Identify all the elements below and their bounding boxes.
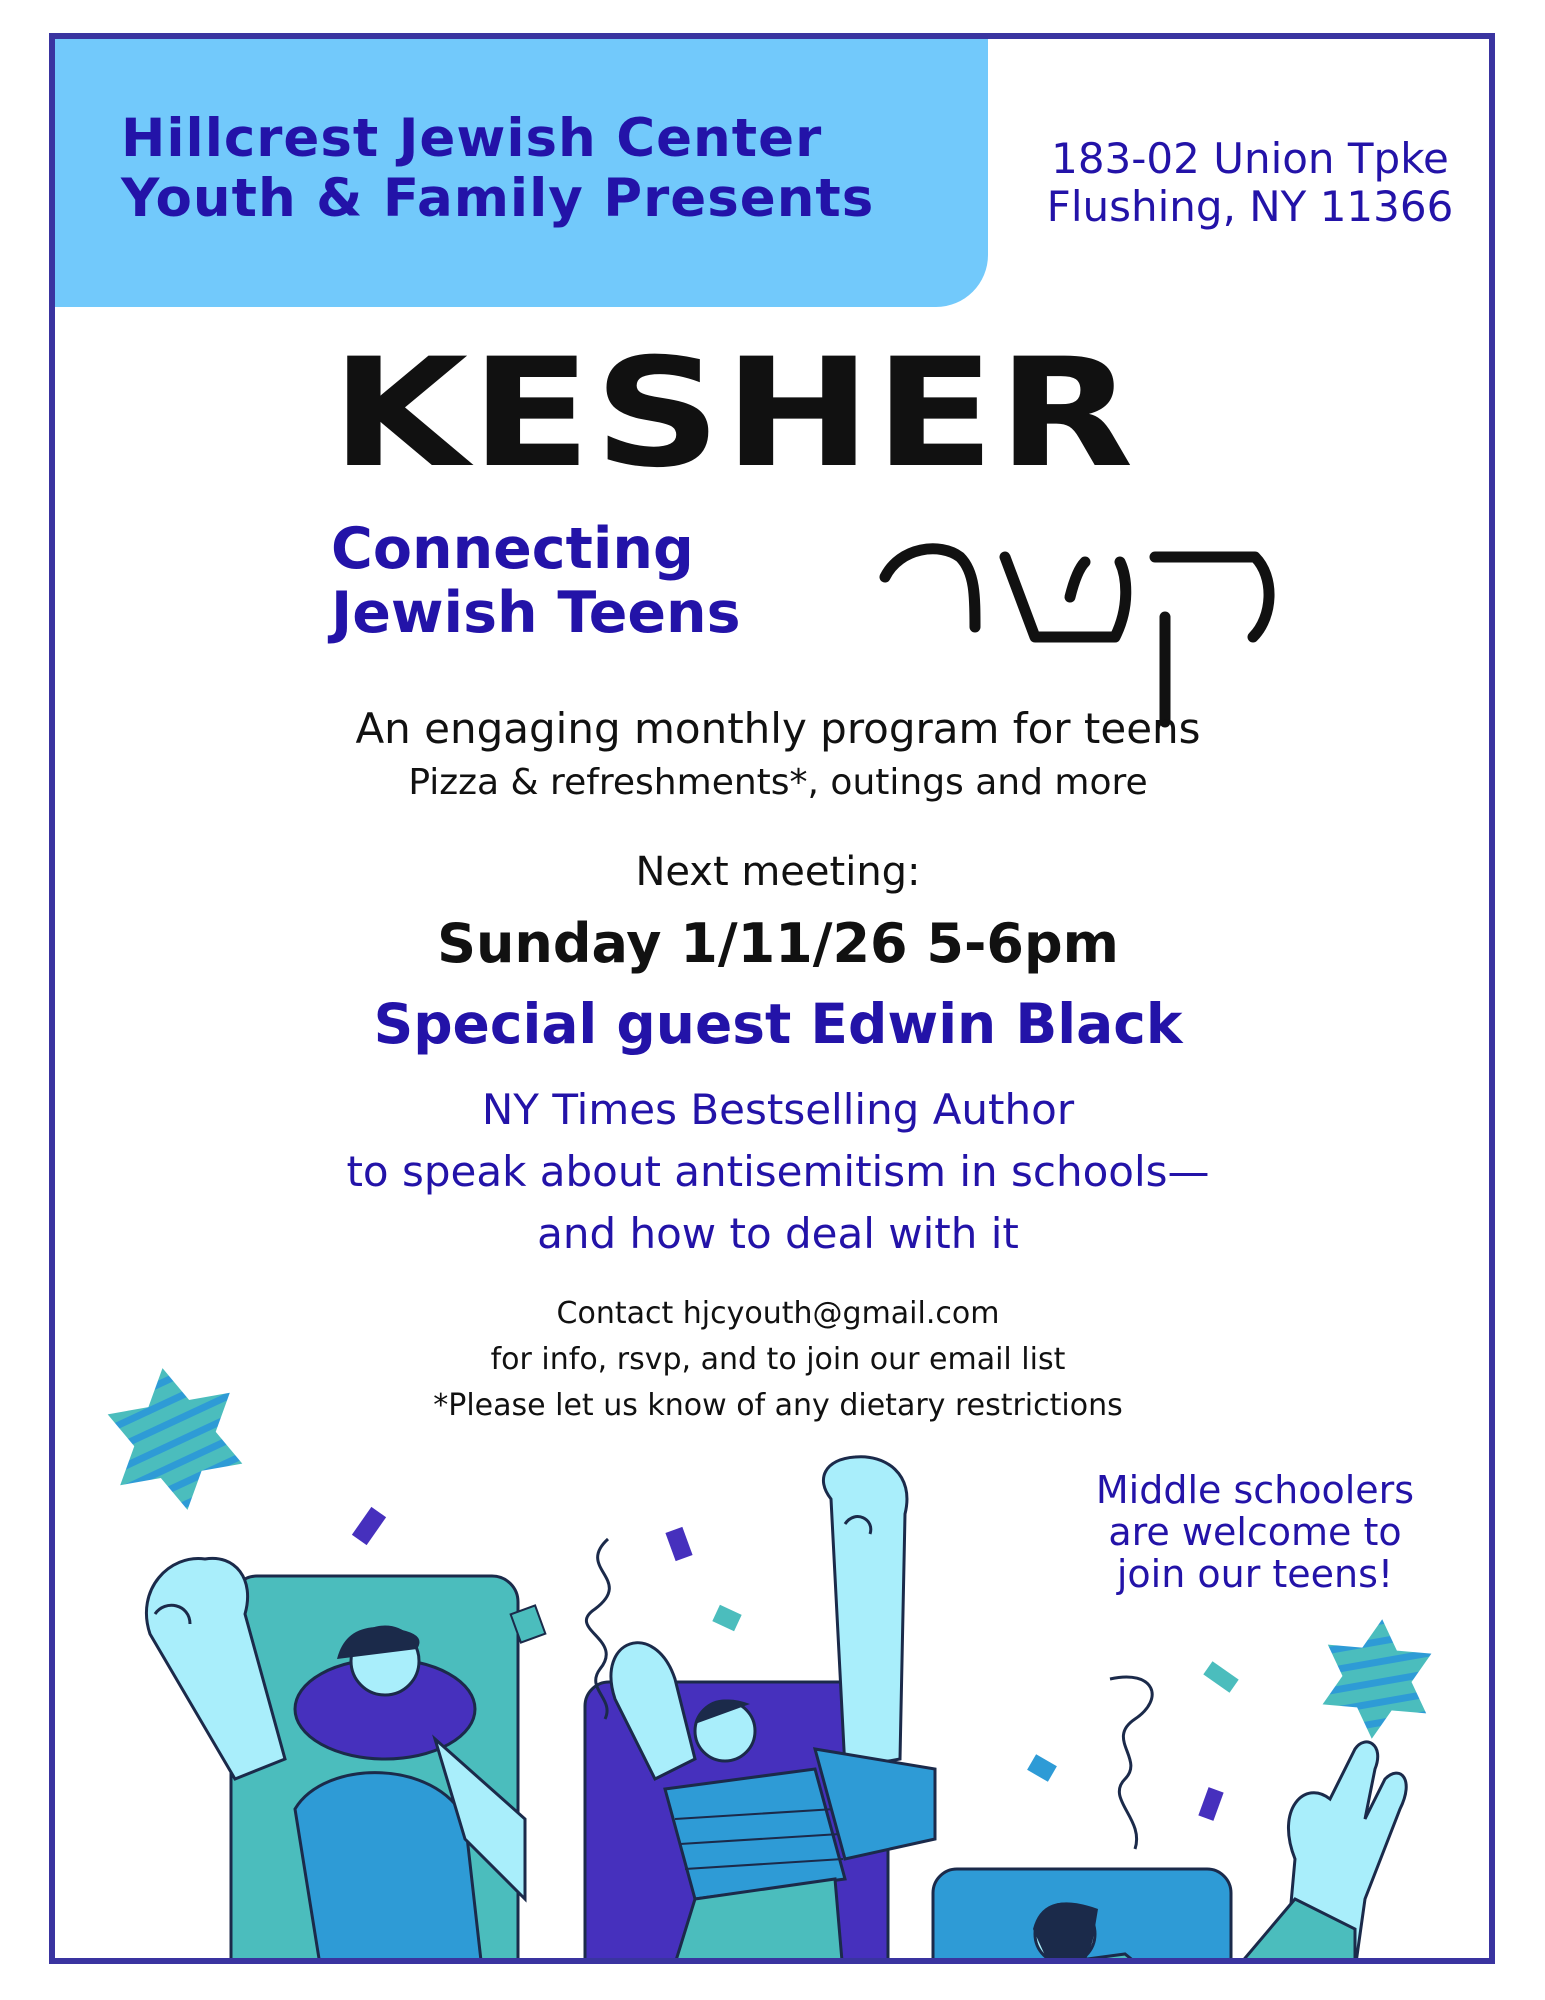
meeting-datetime: Sunday 1/11/26 5-6pm xyxy=(437,912,1119,975)
welcome-line-1: Middle schoolers xyxy=(1095,1468,1415,1512)
special-guest-headline: Special guest Edwin Black xyxy=(373,992,1183,1056)
flyer-frame xyxy=(49,33,1495,1964)
program-title: KESHER xyxy=(331,327,1137,501)
tagline xyxy=(331,517,851,645)
address xyxy=(1015,135,1485,231)
guest-line-1: NY Times Bestselling Author xyxy=(481,1085,1075,1134)
presenter-heading xyxy=(121,109,981,229)
program-perks: Pizza & refreshments*, outings and more xyxy=(408,762,1148,803)
teens-illustration xyxy=(55,1339,1495,1964)
tagline-line-1: Connecting xyxy=(331,516,694,582)
middle-school-note xyxy=(1065,1469,1445,1595)
presenter-line-1: Hillcrest Jewish Center xyxy=(121,108,823,169)
welcome-line-2: are welcome to xyxy=(1108,1510,1402,1554)
star-of-david-icon xyxy=(101,1357,248,1520)
address-city: Flushing, NY 11366 xyxy=(1046,182,1454,231)
dietary-note: *Please let us know of any dietary restrictions xyxy=(433,1388,1123,1423)
guest-line-2: to speak about antisemitism in schools— xyxy=(346,1147,1210,1196)
header-box xyxy=(55,39,988,307)
guest-line-3: and how to deal with it xyxy=(537,1209,1019,1258)
welcome-line-3: join our teens! xyxy=(1116,1552,1394,1596)
guest-description xyxy=(55,1079,1495,1265)
next-meeting-label: Next meeting: xyxy=(635,849,921,895)
star-of-david-icon xyxy=(1320,1615,1434,1744)
tagline-line-2: Jewish Teens xyxy=(331,580,741,646)
teen-figure-left xyxy=(146,1558,525,1964)
presenter-line-2: Youth & Family Presents xyxy=(121,168,875,229)
address-street: 183-02 Union Tpke xyxy=(1051,134,1449,183)
contact-email-line: Contact hjcyouth@gmail.com xyxy=(556,1296,1000,1331)
contact-purpose-line: for info, rsvp, and to join our email list xyxy=(490,1342,1066,1377)
program-description: An engaging monthly program for teens xyxy=(355,704,1201,753)
teen-figure-middle xyxy=(585,1457,935,1964)
teen-figure-right xyxy=(933,1742,1406,1964)
